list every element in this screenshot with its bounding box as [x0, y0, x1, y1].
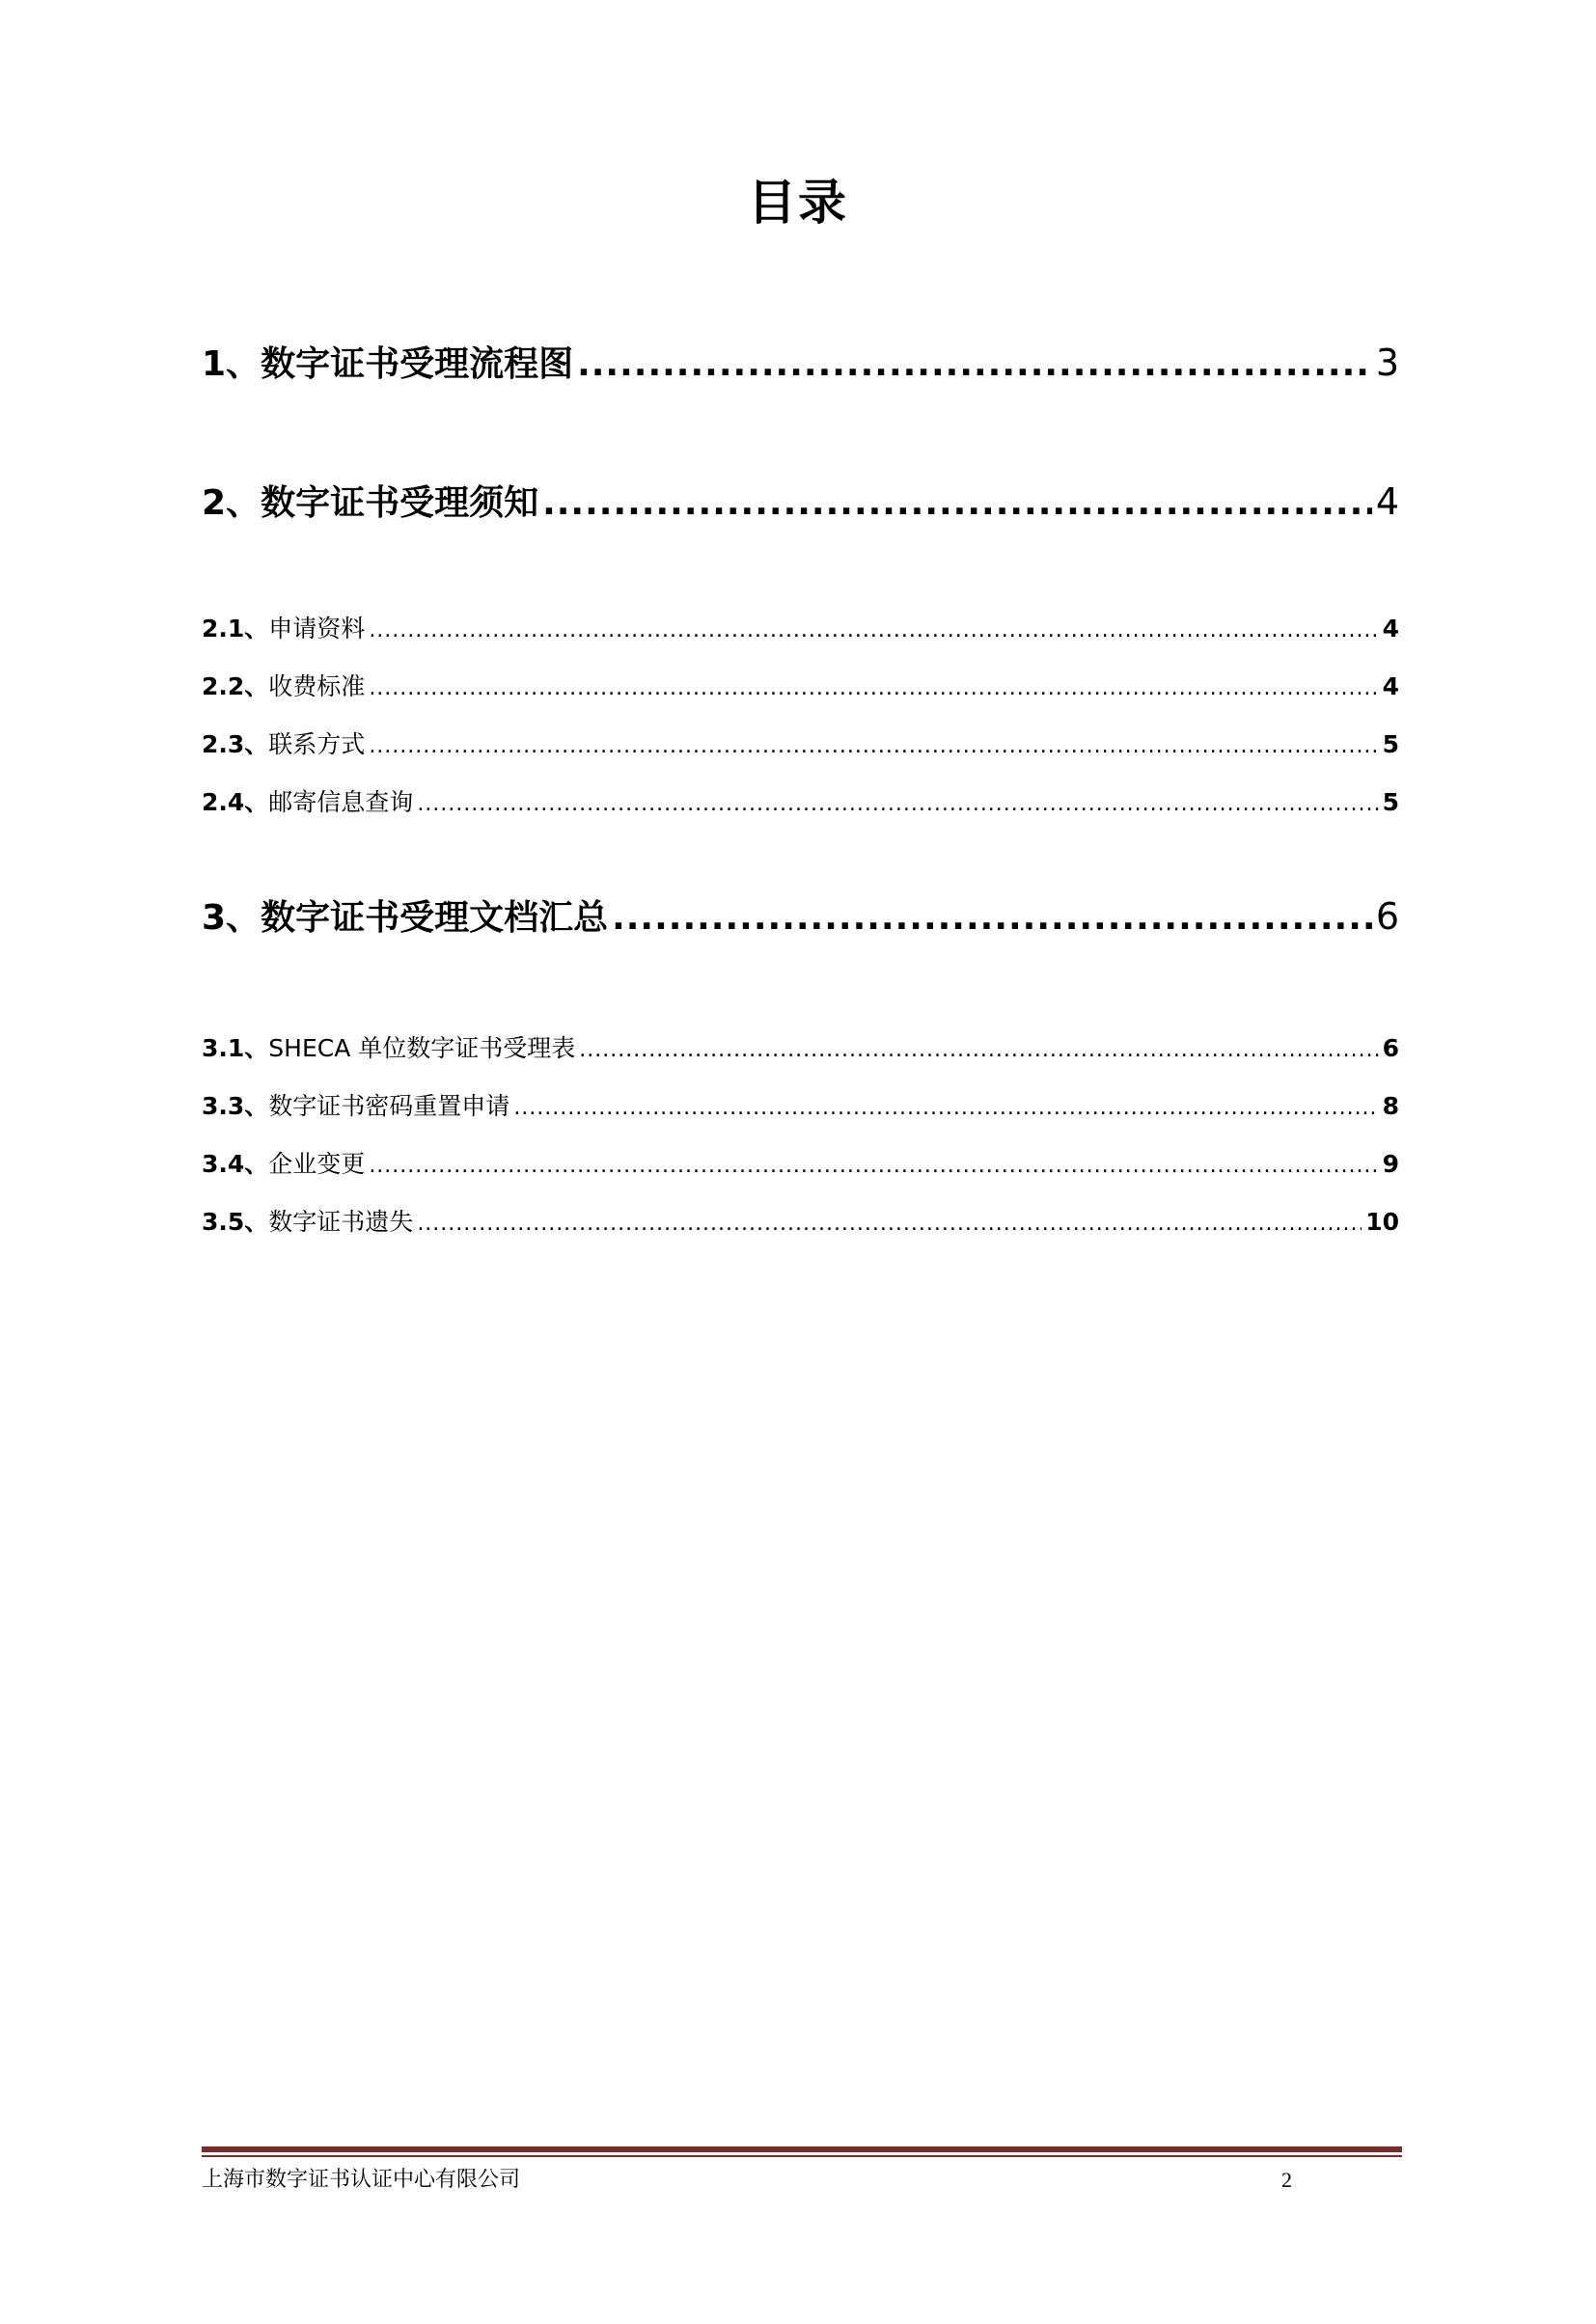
toc-dot-leader: [612, 895, 1372, 942]
toc-entry-label: 1、数字证书受理流程图: [202, 344, 574, 384]
toc-entry-section-3[interactable]: [202, 893, 1399, 942]
toc-entry-label: 3、数字证书受理文档汇总: [202, 898, 609, 938]
footer-rule: [202, 2146, 1402, 2152]
toc-dot-leader: [577, 342, 1372, 388]
toc-page-number: 6: [1382, 1034, 1399, 1062]
page-title: 目录: [748, 175, 848, 231]
toc-dot-leader: [369, 615, 1378, 647]
toc-page-number: 4: [1382, 672, 1399, 700]
toc-entry-label: 2.3、联系方式: [202, 730, 366, 758]
toc-entry-section-2[interactable]: [202, 478, 1399, 527]
toc-page-number: 9: [1382, 1150, 1399, 1178]
toc-dot-leader: [579, 1034, 1378, 1067]
toc-entry-2-3[interactable]: [202, 728, 1399, 763]
toc-entry-2-1[interactable]: [202, 613, 1399, 647]
toc-page-number: 8: [1382, 1092, 1399, 1120]
toc-entry-label: 3.4、企业变更: [202, 1150, 366, 1178]
toc-entry-label: 2.1、申请资料: [202, 615, 366, 643]
toc-entry-3-3[interactable]: [202, 1090, 1399, 1125]
toc-entry-label: 2.2、收费标准: [202, 672, 366, 700]
toc-entry-2-2[interactable]: [202, 670, 1399, 705]
toc-dot-leader: [542, 480, 1372, 527]
toc-entry-2-4[interactable]: [202, 786, 1399, 821]
toc-dot-leader: [369, 730, 1378, 763]
toc-dot-leader: [417, 788, 1378, 821]
toc-entry-3-1[interactable]: [202, 1032, 1399, 1067]
toc-entry-3-4[interactable]: [202, 1148, 1399, 1183]
toc-page-number: 5: [1382, 730, 1399, 758]
toc-page-number: 6: [1375, 895, 1399, 938]
toc-entry-3-5[interactable]: [202, 1206, 1399, 1241]
toc-entry-label: 3.5、数字证书遗失: [202, 1208, 414, 1236]
toc-entry-section-1[interactable]: [202, 340, 1399, 388]
toc-entry-label: 3.3、数字证书密码重置申请: [202, 1092, 510, 1120]
toc-page-number: 4: [1382, 615, 1399, 643]
toc-dot-leader: [369, 672, 1378, 705]
toc-page-number: 4: [1375, 480, 1399, 523]
toc-entry-label: 2、数字证书受理须知: [202, 483, 539, 523]
toc-dot-leader: [369, 1150, 1378, 1183]
footer-company-name: 上海市数字证书认证中心有限公司: [202, 2168, 521, 2192]
toc-page-number: 3: [1375, 342, 1399, 384]
footer-page-number: 2: [1281, 2168, 1292, 2192]
toc-dot-leader: [513, 1092, 1378, 1125]
toc-entry-label: 3.1、SHECA 单位数字证书受理表: [202, 1034, 576, 1062]
toc-entry-label: 2.4、邮寄信息查询: [202, 788, 414, 816]
footer-rule-thin: [202, 2155, 1402, 2157]
toc-page-number: 10: [1365, 1208, 1399, 1236]
toc-dot-leader: [417, 1208, 1362, 1241]
toc-page-number: 5: [1382, 788, 1399, 816]
